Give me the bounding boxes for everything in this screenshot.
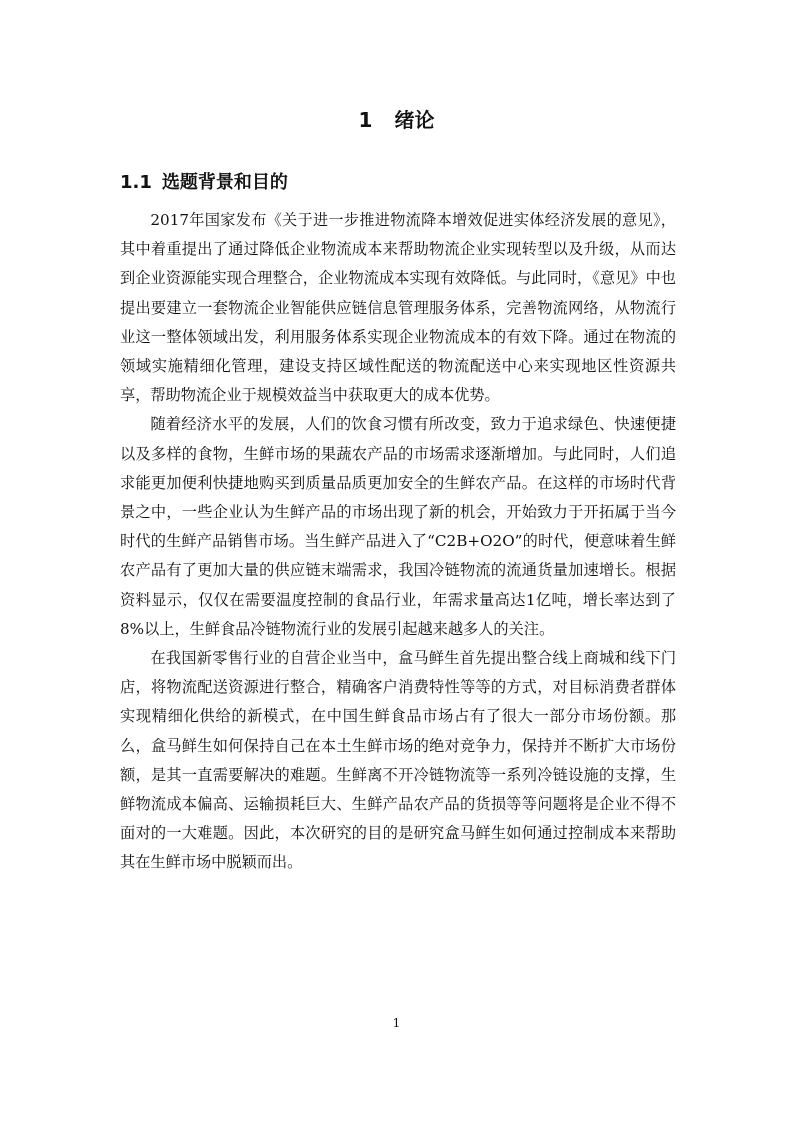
section-heading (120, 168, 288, 194)
page-number: 1 (392, 1016, 401, 1030)
chapter-title: 绪论 (394, 108, 435, 132)
body-text (120, 206, 676, 878)
paragraph: 随着经济水平的发展，人们的饮食习惯有所改变，致力于追求绿色、快速便捷以及多样的食物，生鲜市场的果蔬农产品的市场需求逐渐增加。与此同时，人们追求能更加便利快捷地购买到质量品质更加安全的生鲜农产品。在这样的市场时代背景之中，一些企业认为生鲜产品的市场出现了新的机会，开始致力于开拓属于当今时代的生鲜产品销售市场。当生鲜产品进入了“C2B+O2O”的时代，便意味着生鲜农产品有了更加大量的供应链末端需求，我国冷链物流的流通货量加速增长。根据资料显示，仅仅在需要温度控制的食品行业，年需求量高达1亿吨，增长率达到了8%以上，生鲜食品冷链物流行业的发展引起越来越多人的关注。 (120, 415, 676, 638)
section-title: 选题背景和目的 (161, 172, 288, 193)
paragraph: 2017年国家发布《关于进一步推进物流降本增效促进实体经济发展的意见》，其中着重提出了通过降低企业物流成本来帮助物流企业实现转型以及升级，从而达到企业资源能实现合理整合，企业物流成本实现有效降低。与此同时，《意见》中也提出要建立一套物流企业智能供应链信息管理服务体系，完善物流网络，从物流行业这一整体领域出发，利用服务体系实现企业物流成本的有效下降。通过在物流的领域实施精细化管理，建设支持区域性配送的物流配送中心来实现地区性资源共享，帮助物流企业于规模效益当中获取更大的成本优势。 (120, 211, 676, 405)
chapter-number: 1 (358, 108, 373, 132)
chapter-heading (0, 104, 793, 133)
paragraph: 在我国新零售行业的自营企业当中，盒马鲜生首先提出整合线上商城和线下门店，将物流配送资源进行整合，精确客户消费特性等等的方式，对目标消费者群体实现精细化供给的新模式，在中国生鲜食品市场占有了很大一部分市场份额。那么，盒马鲜生如何保持自己在本土生鲜市场的绝对竞争力，保持并不断扩大市场份额，是其一直需要解决的难题。生鲜离不开冷链物流等一系列冷链设施的支撑，生鲜物流成本偏高、运输损耗巨大、生鲜产品农产品的货损等等问题将是企业不得不面对的一大难题。因此，本次研究的目的是研究盒马鲜生如何通过控制成本来帮助其在生鲜市场中脱颖而出。 (120, 649, 676, 872)
section-number: 1.1 (120, 172, 152, 193)
